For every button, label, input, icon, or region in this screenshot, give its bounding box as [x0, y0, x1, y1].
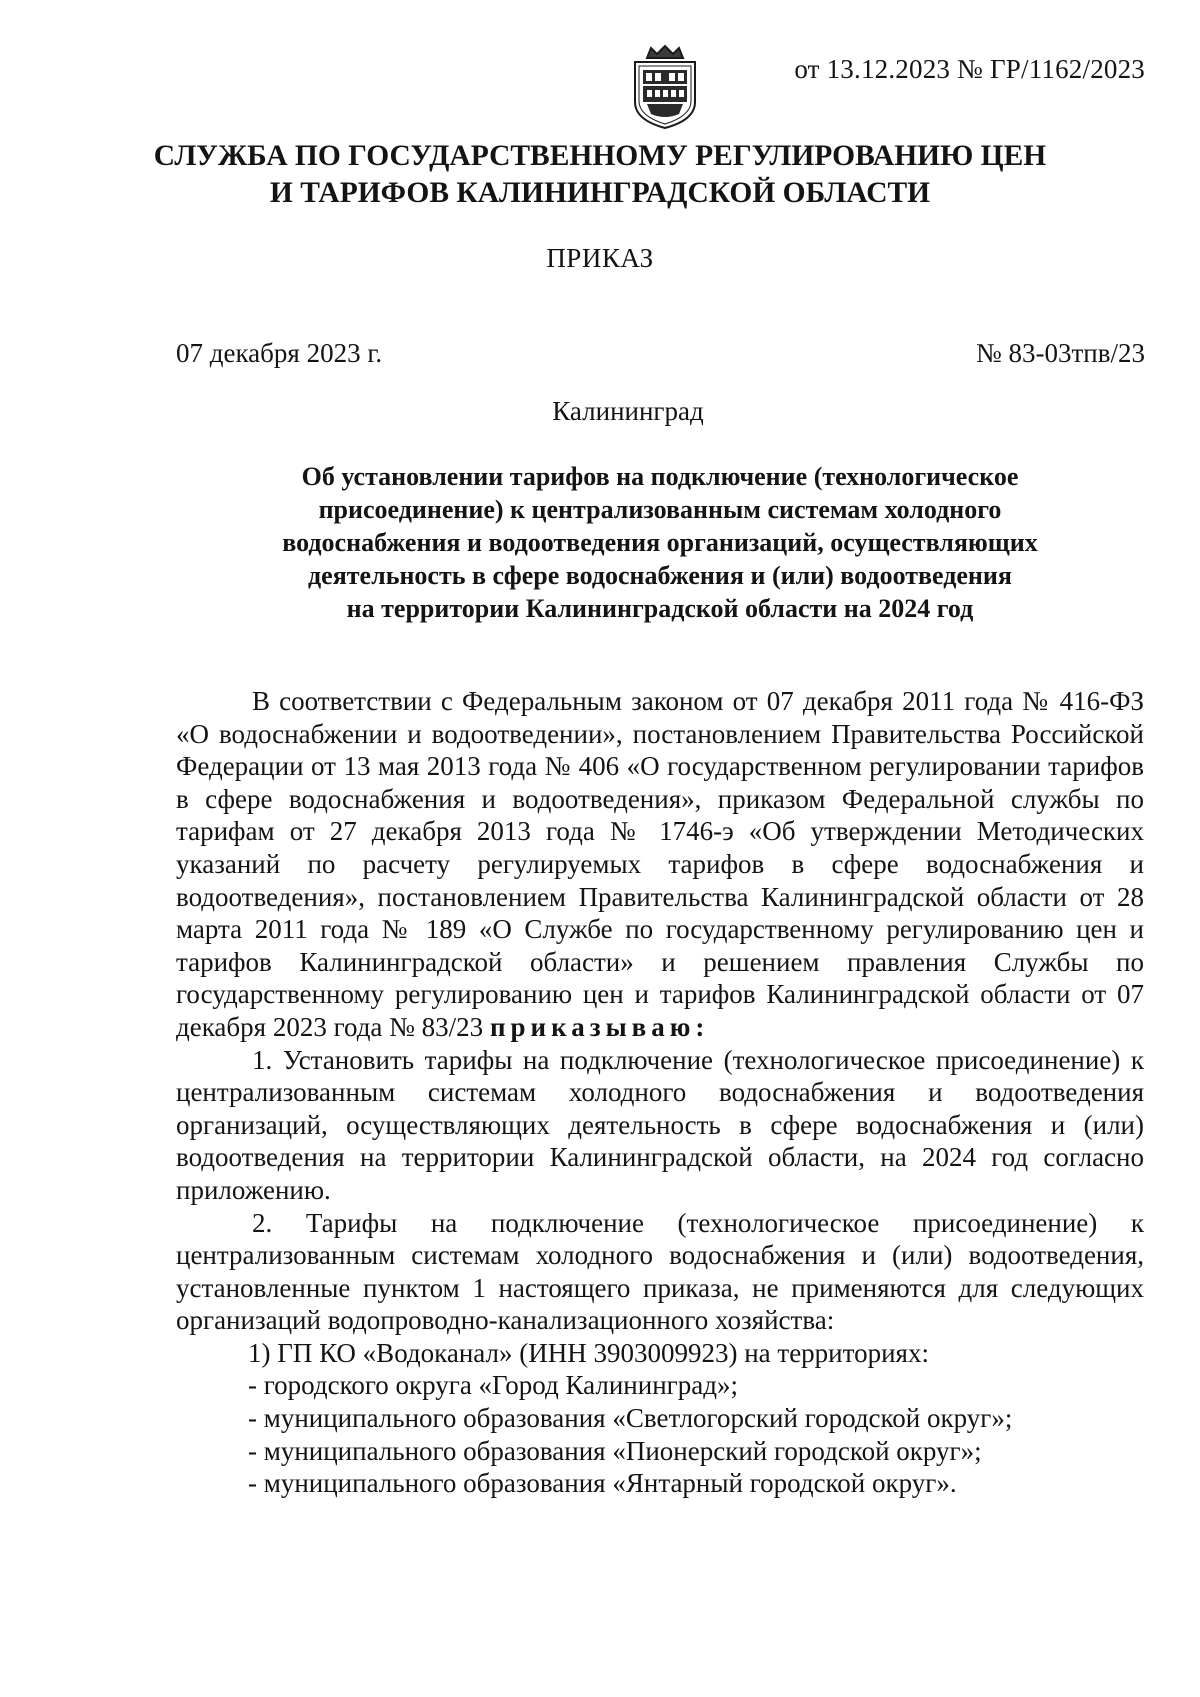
agency-name-line: СЛУЖБА ПО ГОСУДАРСТВЕННОМУ РЕГУЛИРОВАНИЮ ЦЕН [153, 140, 1047, 172]
subpoint-1: 1) ГП КО «Водоканал» (ИНН 3903009923) на территориях: [248, 1337, 929, 1368]
agency-name [0, 138, 1200, 212]
document-body [176, 685, 1144, 1500]
territory-list-item: - городского округа «Город Калининград»; [248, 1370, 738, 1401]
point-2: 2. Тарифы на подключение (технологическое присоединение) к централизованным системам холодного водоснабжения и (или) водоотведения, установленные пунктом 1 настоящего приказа, не применяются для следующих организаций водопроводно-канализационного хозяйства: [176, 1207, 1144, 1336]
territory-list-item: - муниципального образования «Пионерский городской округ»; [248, 1435, 982, 1466]
title-line: присоединение) к централизованным системам холодного [318, 495, 1002, 524]
document-number: № 83-03тпв/23 [975, 338, 1145, 368]
title-line: водоснабжения и водоотведения организаций, осуществляющих [282, 528, 1038, 557]
document-city: Калининград [552, 396, 704, 426]
agency-name-line: И ТАРИФОВ КАЛИНИНГРАДСКОЙ ОБЛАСТИ [269, 177, 931, 209]
document-title [176, 460, 1144, 625]
title-line: Об установлении тарифов на подключение (технологическое [301, 462, 1019, 491]
territory-list-item: - муниципального образования «Светлогорский городской округ»; [248, 1403, 1013, 1434]
preamble-paragraph [176, 685, 1144, 1044]
document-date: 07 декабря 2023 г. [176, 338, 383, 368]
document-type: ПРИКАЗ [546, 243, 654, 273]
point-1: 1. Установить тарифы на подключение (технологическое присоединение) к централизованным системам холодного водоснабжения и водоотведения организаций, осуществляющих деятельность в сфере водоснабжения и (или) водоотведения на территории Калининградской области, на 2024 год согласно приложению. [176, 1044, 1144, 1205]
title-line: на территории Калининградской области на 2024 год [346, 594, 974, 623]
coat-of-arms-emblem [625, 44, 705, 130]
title-line: деятельность в сфере водоснабжения и (или) водоотведения [308, 561, 1012, 590]
order-word: приказываю: [489, 1011, 710, 1042]
preamble-text: В соответствии с Федеральным законом от 07 декабря 2011 года № 416-ФЗ «О водоснабжении и водоотведении», постановлением Правительства Российской Федерации от 13 мая 2013 года № 406 «О государственном регулировании тарифов в сфере водоснабжения и водоотведения», приказом Федеральной службы по тарифам от 27 декабря 2013 года № 1746-э «Об утверждении Методических указаний по расчету регулируемых тарифов в сфере водоснабжения и водоотведения», постановлением Правительства Калининградской области от 28 марта 2011 года № 189 «О Службе по государственному регулированию цен и тарифов Калининградской области» и решением правления Службы по государственному регулированию цен и тарифов Калининградской области от 07 декабря 2023 года № 83/23 [176, 686, 1144, 1042]
registration-stamp: от 13.12.2023 № ГР/1162/2023 [794, 54, 1145, 84]
territory-list-item: - муниципального образования «Янтарный городской округ». [248, 1468, 957, 1499]
